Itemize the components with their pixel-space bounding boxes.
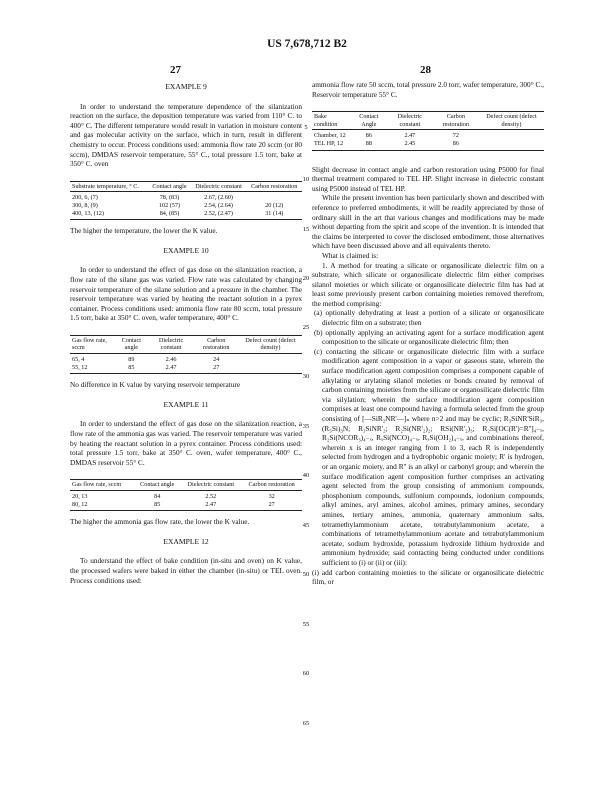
table-row [70,354,302,364]
line-number: 55 [302,621,310,628]
table-cell: 80, 12 [70,501,134,511]
example-12-table [312,111,544,150]
table-cell: 2.46 [165,356,177,364]
table-header: Substrate temperature, ° C. [70,181,148,192]
line-number: 35 [302,423,310,430]
table-cell: 72 [452,132,459,140]
table-cell: 88 [351,140,387,150]
line-number: 15 [302,226,310,233]
page-number-right: 28 [420,64,431,76]
line-number: 10 [302,176,310,183]
table-header: Dielectric constant [149,335,194,353]
table-header: Carbon restoration [246,181,302,192]
table-cell [246,192,302,202]
claim-step-i: (i) add carbon containing moieties to the silicate or organosilicate dielectric film, or [312,567,544,587]
example-12-title: EXAMPLE 12 [163,536,209,546]
line-number: 5 [304,124,308,131]
table-header: Contact angle [134,480,180,491]
table-cell: 85 [114,364,148,374]
table-cell: 84, (85) [148,210,190,220]
table-cell: 300, 8, (9) [72,201,98,209]
table-row [70,202,302,210]
table-header: Dielectric constant [387,112,433,130]
table-header: Contact Angle [351,112,387,130]
table-row [312,140,544,150]
table-header: Carbon restoration [194,335,239,353]
table-cell: 27 [194,364,239,374]
table-cell: 86 [365,132,372,140]
table-cell: 55, 12 [70,364,114,374]
table-cell [239,354,302,364]
left-column [70,80,302,585]
line-number: 60 [302,670,310,677]
table-cell: 2.45 [387,140,433,150]
table-cell: Chamber, 12 [314,132,346,140]
example-9-table [70,181,302,220]
example-11-table [70,479,302,511]
table-row [70,501,302,511]
table-cell: 78, (83) [159,194,180,202]
patent-number: US 7,678,712 B2 [267,38,347,50]
claim-1: 1. A method for treating a silicate or organosilicate dielectric film on a substrate, which silicate or organosilicate dielectric film either comprises silanol moieties or which silicate or organosilicate dielectric film has had at least some previously present carbon containing moieties removed therefrom, the method comprising: [312,260,544,308]
example-11-paragraph: In order to understand the effect of gas dose on the silanization reaction, a flow rate of the ammonia gas was varied. The reservoir temperature was varied by heating the reactant solution in a pyrex container. Process conditions used: total pressure 1.5 torr, bake at 350° C. oven, wafer temperature, 400° C., DMDAS reservoir 55° C. [70,419,302,467]
table-header: Defect count (defect density) [479,112,544,130]
example-9-paragraph: In order to understand the temperature dependence of the silanization reaction on the surface, the deposition temperature was varied from 110° C. to 400° C. The different temperature would result in variation in moisture content and gas molecular activity on the surface, which in turn, result in different chemistry to occur. Process conditions used: ammonia flow rate 20 sccm (or 80 sccm), DMDAS reservoir temperature, 55° C., total pressure 1.5 torr, bake at 350° C. oven [70,101,302,169]
table-cell: 85 [134,501,180,511]
table-cell: 20 (12) [265,201,284,209]
table-header: Gas flow rate, sccm [70,335,114,353]
example-10-table [70,335,302,374]
table-header: Carbon restoration [241,480,302,491]
table-cell: 20, 13 [72,493,88,500]
example-10-title: EXAMPLE 10 [163,245,209,255]
closing-paragraph: While the present invention has been particularly shown and described with reference to preferred embodiments, it will be readily appreciated by those of ordinary skill in the art that various changes and modifications may be made without departing from the spirit and scope of the invention. It is intended that the claims be interpreted to cover the disclosed embodiment, those alternatives which have been discussed above and all equivalents thereto. [312,193,544,251]
table-cell: 102 (57) [158,201,181,209]
table-header: Dielectric constant [191,181,247,192]
table-header: Contact angle [114,335,148,353]
claim-step-a: (a) optionally dehydrating at least a portion of a silicate or organosilicate dielectric film on a substrate; then [314,308,544,328]
table-row [70,491,302,501]
table-row [70,210,302,220]
table-cell: 65, 4 [72,356,85,364]
table-cell [479,130,544,140]
example-9-conclusion: The higher the temperature, the lower the K value. [70,226,218,236]
table-cell: 89 [128,356,135,364]
table-cell: 84 [154,493,161,500]
page-number-left: 27 [170,64,181,76]
table-cell: 2.67, (2.60) [204,194,233,202]
line-number: 30 [302,373,310,380]
example-12-continued: ammonia flow rate 50 sccm, total pressure 2.0 torr, wafer temperature, 300° C., Reservoir temperature 55° C. [312,80,544,99]
example-12-conclusion: Slight decrease in contact angle and carbon restoration using P5000 for final thermal treatment compared to TEL HP. Slight increase in dielectric constant using P5000 instead of TEL HP. [312,164,544,193]
table-header: Dielectric constant [180,480,241,491]
example-11-conclusion: The higher the ammonia gas flow rate, the lower the K value. [70,517,250,527]
table-cell: TEL HP, 12 [312,140,351,150]
claims-heading: What is claimed is: [322,250,379,260]
line-number: 25 [302,324,310,331]
table-row [312,130,544,140]
example-12-paragraph: To understand the effect of bake condition (in-situ and oven) on K value, the processed wafers were baked in either the chamber (in-situ) or TEL oven. Process conditions used: [70,556,302,585]
line-number: 40 [302,472,310,479]
table-cell [239,364,302,374]
table-cell: 24 [213,356,220,364]
table-cell: 27 [241,501,302,511]
table-header: Carbon restoration [433,112,479,130]
line-number: 45 [302,522,310,529]
table-cell: 31 (14) [246,210,302,220]
right-column [312,80,544,587]
table-cell: 400, 13, (12) [70,210,148,220]
table-cell: 2.47 [149,364,194,374]
table-cell: 32 [268,493,275,500]
claim-step-b: (b) optionally applying an activating agent for a surface modification agent composition to the silicate or organosilicate dielectric film; then [314,327,544,347]
table-cell: 2.47 [404,132,416,140]
table-row [70,364,302,374]
line-number: 50 [302,571,310,578]
table-cell: 86 [433,140,479,150]
example-9-title: EXAMPLE 9 [165,82,207,91]
table-cell: 2.54, (2.64) [204,201,233,209]
table-cell: 2.52 [205,493,217,500]
example-11-title: EXAMPLE 11 [163,399,209,409]
example-10-paragraph: In order to understand the effect of gas dose on the silanization reaction, a flow rate of the silane gas was varied. Flow rate was calculated by changing reservoir temperature of the silane solution and a pressure in the chamber. The reservoir temperature was varied by heating the reactant solution in a pyrex container. Process conditions used: ammonia flow rate 80 sccm, total pressure 1.5 torr, bake at 350° C. oven, wafer temperature, 400° C. [70,265,302,323]
line-number: 20 [302,275,310,282]
table-cell: 2.52, (2.47) [191,210,247,220]
table-header: Defect count (defect density) [239,335,302,353]
example-10-conclusion: No difference in K value by varying reservoir temperature [70,380,241,390]
table-header: Gas flow rate, sccm [70,480,134,491]
table-cell: 2.47 [180,501,241,511]
table-header: Contact angle [148,181,190,192]
table-row [70,192,302,202]
table-cell: 200, 6, (7) [72,194,98,202]
line-number: 65 [302,720,310,727]
table-header: Bake condition [312,112,351,130]
table-cell [479,140,544,150]
claim-step-c: (c) contacting the silicate or organosilicate dielectric film with a surface modification agent composition in a vapor or gaseous state, wherein the surface modification agent composition comprises a component capable of alkylating or arylating silanol moieties or bonds created by removal of carbon containing moieties from the silicate or organosilicate dielectric film via silylation; wherein the surface modification agent composition comprises at least one compound having a formula selected from the group consisting of [—SiR₂NR'—]ₙ where n>2 and may be cyclic; R₃SiNR'SiR₃, (R₃Si)₃N; R₃SiNR'₂; R₂Si(NR'₂)₂; RSi(NR'₂)₃; R₂Si[OC(R')=R'']₄₋ₓ, R₂Si(NCOR₃)₄₋ₓ, RₓSi(NCO)₄₋ₓ, RₓSi(OH₂)₄₋ₓ, and combinations thereof, wherein x is an integer ranging from 1 to 3, each R is independently selected from hydrogen and a hydrophobic organic moiety; R' is hydrogen, or an organic moiety, and R'' is an alkyl or carbonyl group; and wherein the surface modification agent composition further comprises an activating agent selected from the group consisting of ammonium compounds, phosphonium compounds, sulfonium compounds, iodonium compounds, alkyl amines, aryl amines, alcohol amines, primary amines, secondary amines, tertiary amines, ammonia, quaternary ammonium salts, tetramethylammonium acetate, tetrabutylammonium acetate, a combinations of tetramethylammonium acetate and tetrabutylammonium acetate, sodium hydroxide, potassium hydroxide lithium hydroxide and ammonium hydroxide; said contacting being conducted under conditions sufficient to (i) or (ii) or (iii): [314,346,544,567]
